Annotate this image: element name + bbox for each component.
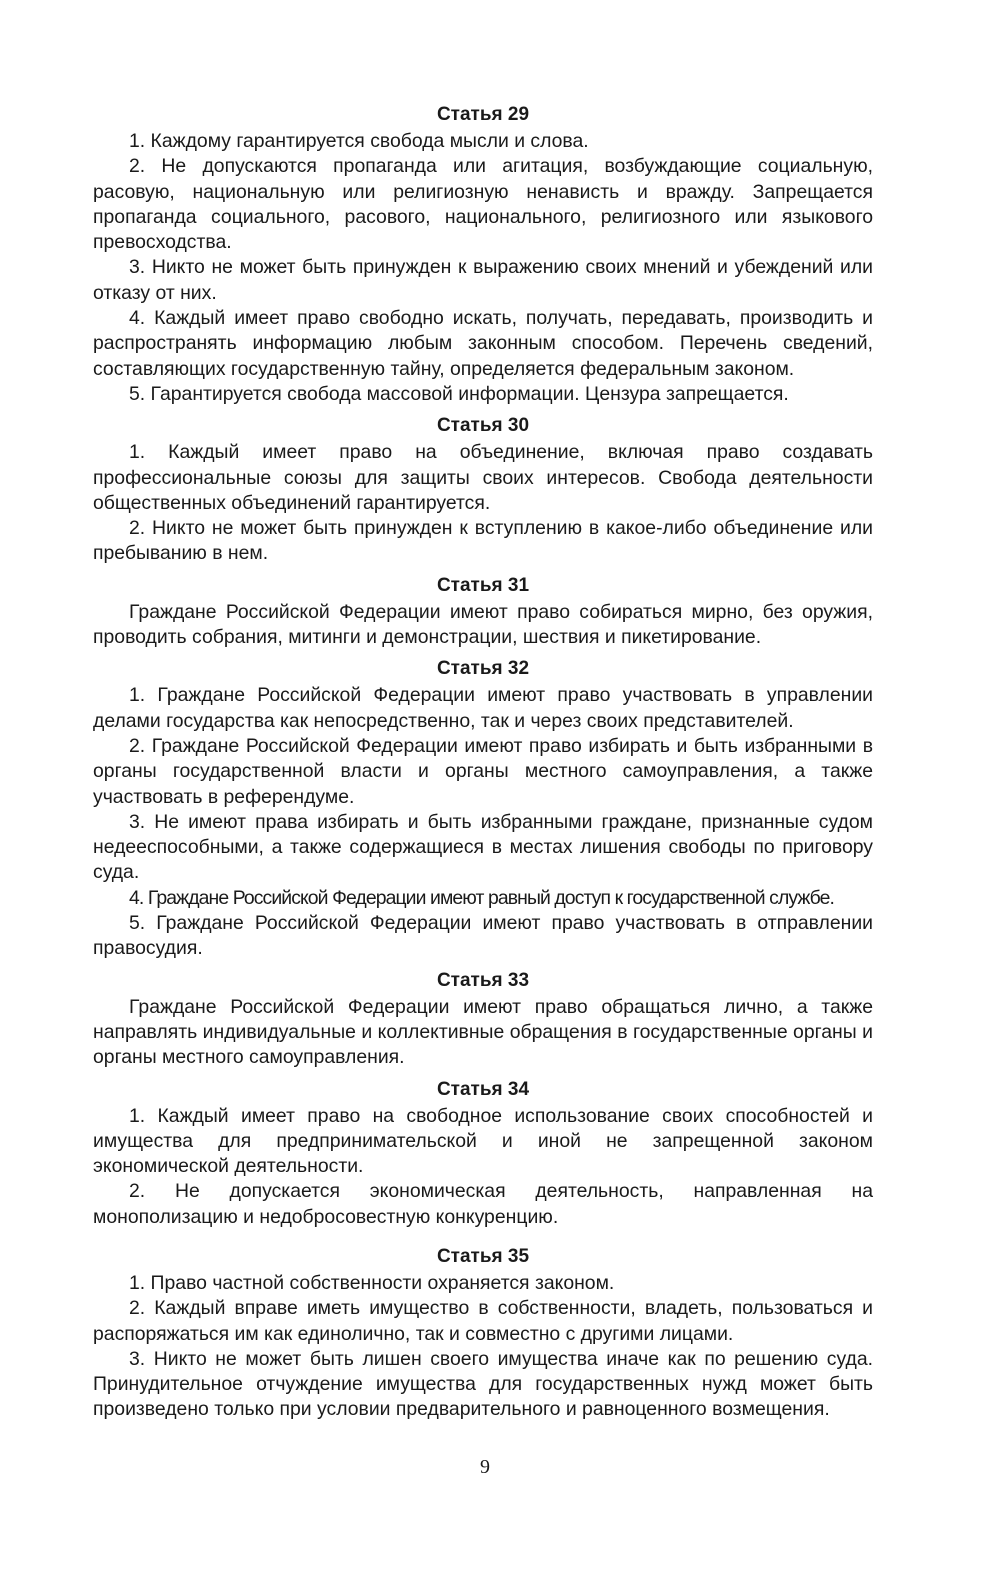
article-29-paragraph-5: 5. Гарантируется свобода массовой информации. Цензура запрещается.: [129, 382, 789, 405]
article-31-paragraph-1: Граждане Российской Федерации имеют право собираться мирно, без оружия, проводить собрания, митинги и демонстрации, шествия и пикетирование.: [93, 600, 873, 649]
article-34-heading: Статья 34: [436, 1078, 530, 1100]
article-30-heading: Статья 30: [436, 415, 530, 437]
article-32-heading: Статья 32: [436, 658, 530, 680]
article-35-heading: Статья 35: [436, 1245, 530, 1267]
article-32-paragraph-3: 3. Не имеют права избирать и быть избранными граждане, признанные судом недееспособными, а также содержащиеся в местах лишения свободы по приговору суда.: [93, 810, 873, 884]
article-32-paragraph-1: 1. Граждане Российской Федерации имеют право участвовать в управлении делами государства как непосредственно, так и через своих представителей.: [93, 684, 873, 732]
article-29-paragraph-3: 3. Никто не может быть принужден к выражению своих мнений и убеждений или отказу от них.: [93, 256, 873, 304]
article-33-heading: Статья 33: [436, 969, 530, 991]
article-29-paragraph-4: 4. Каждый имеет право свободно искать, получать, передавать, производить и распространять информацию любым законным способом. Перечень сведений, составляющих государственную тайну, определяется федеральным законом.: [93, 307, 873, 380]
page-number: 9: [480, 1456, 490, 1478]
article-34-paragraph-1: 1. Каждый имеет право на свободное использование своих способностей и имущества для предпринимательской и иной не запрещенной законом экономической деятельности.: [93, 1104, 873, 1178]
article-32-paragraph-4: 4. Граждане Российской Федерации имеют равный доступ к государственной службе.: [129, 886, 835, 909]
article-32-paragraph-5: 5. Граждане Российской Федерации имеют право участвовать в отправлении правосудия.: [93, 912, 873, 960]
article-30-paragraph-2: 2. Никто не может быть принужден к вступлению в какое-либо объединение или пребыванию в нем.: [93, 517, 873, 565]
article-30-paragraph-1: 1. Каждый имеет право на объединение, включая право создавать профессиональные союзы для защиты своих интересов. Свобода деятельности общественных объединений гарантируется.: [93, 441, 873, 514]
article-35-paragraph-2: 2. Каждый вправе иметь имущество в собственности, владеть, пользоваться и распоряжаться им как единолично, так и совместно с другими лицами.: [93, 1297, 873, 1345]
article-33-paragraph-1: Граждане Российской Федерации имеют право обращаться лично, а также направлять индивидуальные и коллективные обращения в государственные органы и органы местного самоуправления.: [93, 995, 873, 1069]
article-34-paragraph-2: 2. Не допускается экономическая деятельность, направленная на монополизацию и недобросовестную конкуренцию.: [93, 1180, 873, 1228]
article-35-paragraph-1: 1. Право частной собственности охраняется законом.: [129, 1271, 615, 1294]
article-32-paragraph-2: 2. Граждане Российской Федерации имеют право избирать и быть избранными в органы государственной власти и органы местного самоуправления, а также участвовать в референдуме.: [93, 734, 873, 808]
article-35-paragraph-3: 3. Никто не может быть лишен своего имущества иначе как по решению суда. Принудительное отчуждение имущества для государственных нужд может быть произведено только при условии предварительного и равноценного возмещения.: [93, 1347, 873, 1421]
article-31-heading: Статья 31: [436, 574, 530, 596]
article-29-heading: Статья 29: [436, 104, 530, 125]
document-body: [93, 102, 873, 1423]
article-29-paragraph-1: 1. Каждому гарантируется свобода мысли и слова.: [129, 130, 589, 152]
article-29-paragraph-2: 2. Не допускаются пропаганда или агитация, возбуждающие социальную, расовую, национальную или религиозную ненависть и вражду. Запрещается пропаганда социального, расового, национального, религиозного или языкового превосходства.: [93, 155, 873, 254]
